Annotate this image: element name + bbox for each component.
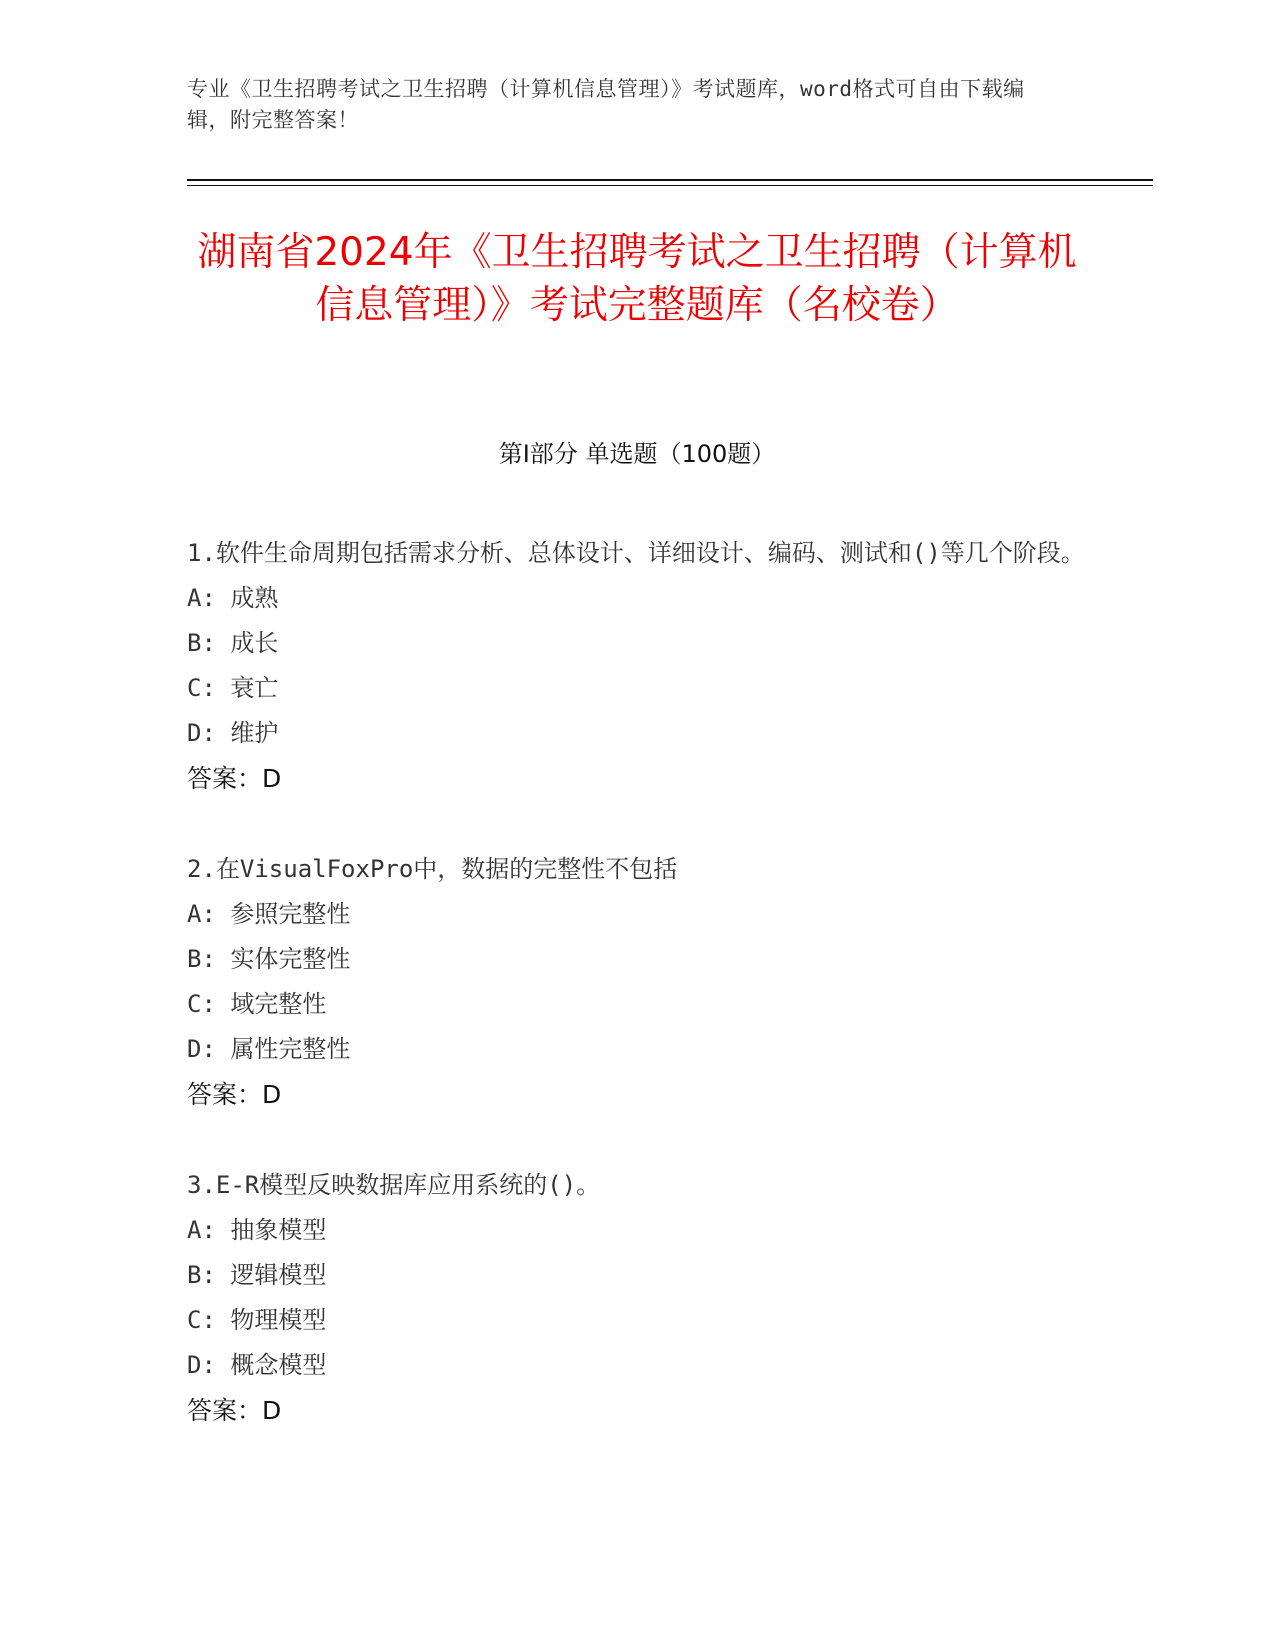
option-a: A: 抽象模型 bbox=[187, 1216, 327, 1244]
option-c: C: 衰亡 bbox=[187, 674, 279, 702]
option-c: C: 物理模型 bbox=[187, 1306, 327, 1334]
header-rule-thin bbox=[187, 185, 1153, 186]
document-title: 湖南省2024年《卫生招聘考试之卫生招聘（计算机信息管理）》考试完整题库（名校卷） bbox=[197, 230, 1077, 328]
question-2 bbox=[187, 846, 1087, 1118]
option-a: A: 参照完整性 bbox=[187, 900, 351, 928]
question-1 bbox=[187, 530, 1087, 802]
section-heading: 第I部分 单选题（100题） bbox=[498, 440, 776, 468]
answer: 答案：D bbox=[187, 1080, 282, 1109]
option-d: D: 维护 bbox=[187, 719, 279, 747]
answer: 答案：D bbox=[187, 764, 282, 793]
option-d: D: 概念模型 bbox=[187, 1351, 327, 1379]
answer: 答案：D bbox=[187, 1396, 282, 1425]
option-a: A: 成熟 bbox=[187, 584, 279, 612]
question-stem: 1.软件生命周期包括需求分析、总体设计、详细设计、编码、测试和()等几个阶段。 bbox=[187, 539, 1085, 567]
question-stem: 3.E-R模型反映数据库应用系统的()。 bbox=[187, 1171, 601, 1199]
question-list bbox=[187, 530, 1087, 1478]
header-rule-thick bbox=[187, 179, 1153, 181]
question-3 bbox=[187, 1162, 1087, 1434]
option-b: B: 成长 bbox=[187, 629, 279, 657]
option-d: D: 属性完整性 bbox=[187, 1035, 351, 1063]
option-b: B: 实体完整性 bbox=[187, 945, 351, 973]
header-note: 专业《卫生招聘考试之卫生招聘（计算机信息管理）》考试题库，word格式可自由下载编辑，附完整答案！ bbox=[187, 77, 1025, 132]
option-b: B: 逻辑模型 bbox=[187, 1261, 327, 1289]
question-stem: 2.在VisualFoxPro中，数据的完整性不包括 bbox=[187, 855, 678, 883]
option-c: C: 域完整性 bbox=[187, 990, 327, 1018]
